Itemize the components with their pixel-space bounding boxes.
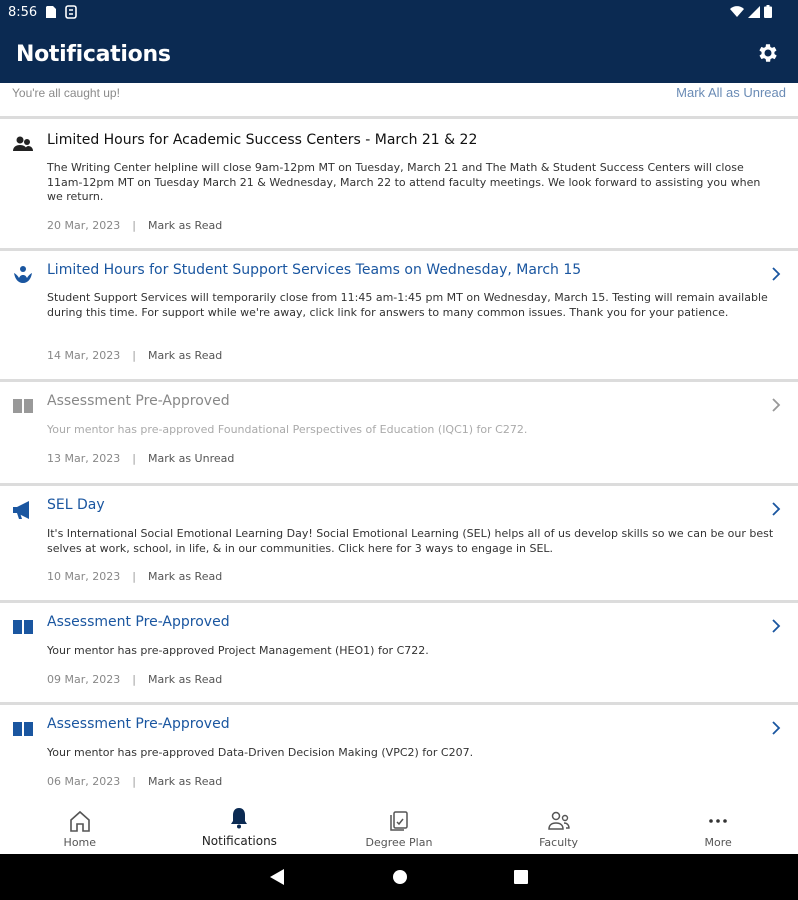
home-icon (68, 810, 92, 832)
home-circle-icon[interactable] (392, 869, 408, 885)
notification-item[interactable] (0, 603, 798, 705)
notification-item[interactable] (0, 382, 798, 486)
notification-meta: 13 Mar, 2023 | Mark as Unread (47, 452, 235, 465)
nav-notifications[interactable] (160, 803, 320, 854)
notification-body: Your mentor has pre-approved Project Management (HEO1) for C722. (47, 644, 429, 657)
chevron-right-icon (771, 502, 781, 516)
notification-meta: 14 Mar, 2023 | Mark as Read (47, 349, 223, 362)
nav-home-label: Home (63, 836, 97, 849)
faculty-icon (547, 810, 571, 832)
chevron-right-icon (771, 721, 781, 735)
notification-item[interactable] (0, 121, 798, 251)
chevron-right-icon (771, 398, 781, 412)
back-triangle-icon[interactable] (270, 869, 284, 885)
notification-meta: 20 Mar, 2023 | Mark as Read (47, 219, 223, 232)
notification-item[interactable] (0, 251, 798, 382)
nav-faculty[interactable] (479, 803, 639, 854)
nav-more[interactable] (638, 803, 798, 854)
notification-title: Assessment Pre-Approved (47, 614, 230, 630)
notification-date: 14 Mar, 2023 (47, 349, 121, 362)
system-navigation-bar (0, 854, 798, 900)
mark-read-button[interactable]: Mark as Read (147, 775, 223, 788)
notification-item[interactable] (0, 486, 798, 603)
notification-title: Assessment Pre-Approved (47, 716, 230, 732)
sd-card-icon (45, 5, 57, 19)
notification-date: 06 Mar, 2023 (47, 775, 121, 788)
more-icon (706, 810, 730, 832)
nav-degree-plan[interactable] (319, 803, 479, 854)
mark-unread-button[interactable]: Mark as Unread (147, 452, 235, 465)
recents-square-icon[interactable] (514, 869, 528, 885)
mark-read-button[interactable]: Mark as Read (147, 673, 223, 686)
page-title: Notifications (16, 42, 171, 67)
people-icon (12, 133, 34, 155)
notification-date: 10 Mar, 2023 (47, 570, 121, 583)
notification-body: Your mentor has pre-approved Foundational Perspectives of Education (IQC1) for C272. (47, 423, 528, 436)
notification-body: The Writing Center helpline will close 9am-12pm MT on Tuesday, March 21 and The Math & Student Success Centers will close 11am-12pm MT on Tuesday March 21 & Wednesday, March 22 to attend faculty meetings. We look forward to assisting you when we return. (47, 161, 761, 203)
nav-faculty-label: Faculty (539, 836, 579, 849)
settings-gear-icon[interactable] (756, 41, 780, 65)
wifi-icon (730, 6, 744, 18)
signal-icon (748, 6, 760, 18)
caught-up-bar (0, 83, 798, 119)
degree-plan-icon (387, 810, 411, 832)
chevron-right-icon (771, 619, 781, 633)
bottom-navigation (0, 803, 798, 854)
status-bar (0, 0, 798, 26)
notification-title: Limited Hours for Academic Success Centers - March 21 & 22 (47, 132, 478, 148)
notification-title: SEL Day (47, 497, 105, 513)
notification-meta: 10 Mar, 2023 | Mark as Read (47, 570, 223, 583)
nav-notifications-label: Notifications (201, 834, 277, 848)
book-icon (12, 718, 34, 740)
notification-meta: 09 Mar, 2023 | Mark as Read (47, 673, 223, 686)
notification-body: It's International Social Emotional Learning Day! Social Emotional Learning (SEL) helps all of us develop skills so we can be our best selves at work, school, in life, & in our communities. Click here for 3 ways to engage in SEL. (47, 527, 774, 555)
notification-title: Assessment Pre-Approved (47, 393, 230, 409)
battery-icon (764, 5, 772, 18)
megaphone-icon (12, 499, 34, 521)
nav-home[interactable] (0, 803, 160, 854)
book-icon (12, 616, 34, 638)
notification-title: Limited Hours for Student Support Services Teams on Wednesday, March 15 (47, 262, 582, 278)
mark-all-unread-link[interactable]: Mark All as Unread (676, 85, 786, 100)
status-time: 8:56 (8, 5, 38, 20)
notification-meta: 06 Mar, 2023 | Mark as Read (47, 775, 223, 788)
caught-up-text: You're all caught up! (12, 86, 120, 100)
notification-list (0, 121, 798, 803)
nav-degree-plan-label: Degree Plan (365, 836, 433, 849)
support-hands-icon (12, 264, 34, 286)
notification-body: Student Support Services will temporarily close from 11:45 am-1:45 pm MT on Wednesday, March 15. Testing will remain available during this time. For support while we're away, click link for answers to many common issues. Thank you for your patience. (47, 291, 768, 319)
book-icon (12, 395, 34, 417)
notification-date: 13 Mar, 2023 (47, 452, 121, 465)
mark-read-button[interactable]: Mark as Read (147, 349, 223, 362)
app-bar (0, 26, 798, 83)
notification-date: 20 Mar, 2023 (47, 219, 121, 232)
mark-read-button[interactable]: Mark as Read (147, 219, 223, 232)
nav-more-label: More (704, 836, 732, 849)
sync-icon (65, 5, 77, 19)
bell-icon (227, 807, 251, 829)
notification-date: 09 Mar, 2023 (47, 673, 121, 686)
notification-body: Your mentor has pre-approved Data-Driven Decision Making (VPC2) for C207. (47, 746, 474, 759)
chevron-right-icon (771, 267, 781, 281)
mark-read-button[interactable]: Mark as Read (147, 570, 223, 583)
notification-item[interactable] (0, 705, 798, 803)
